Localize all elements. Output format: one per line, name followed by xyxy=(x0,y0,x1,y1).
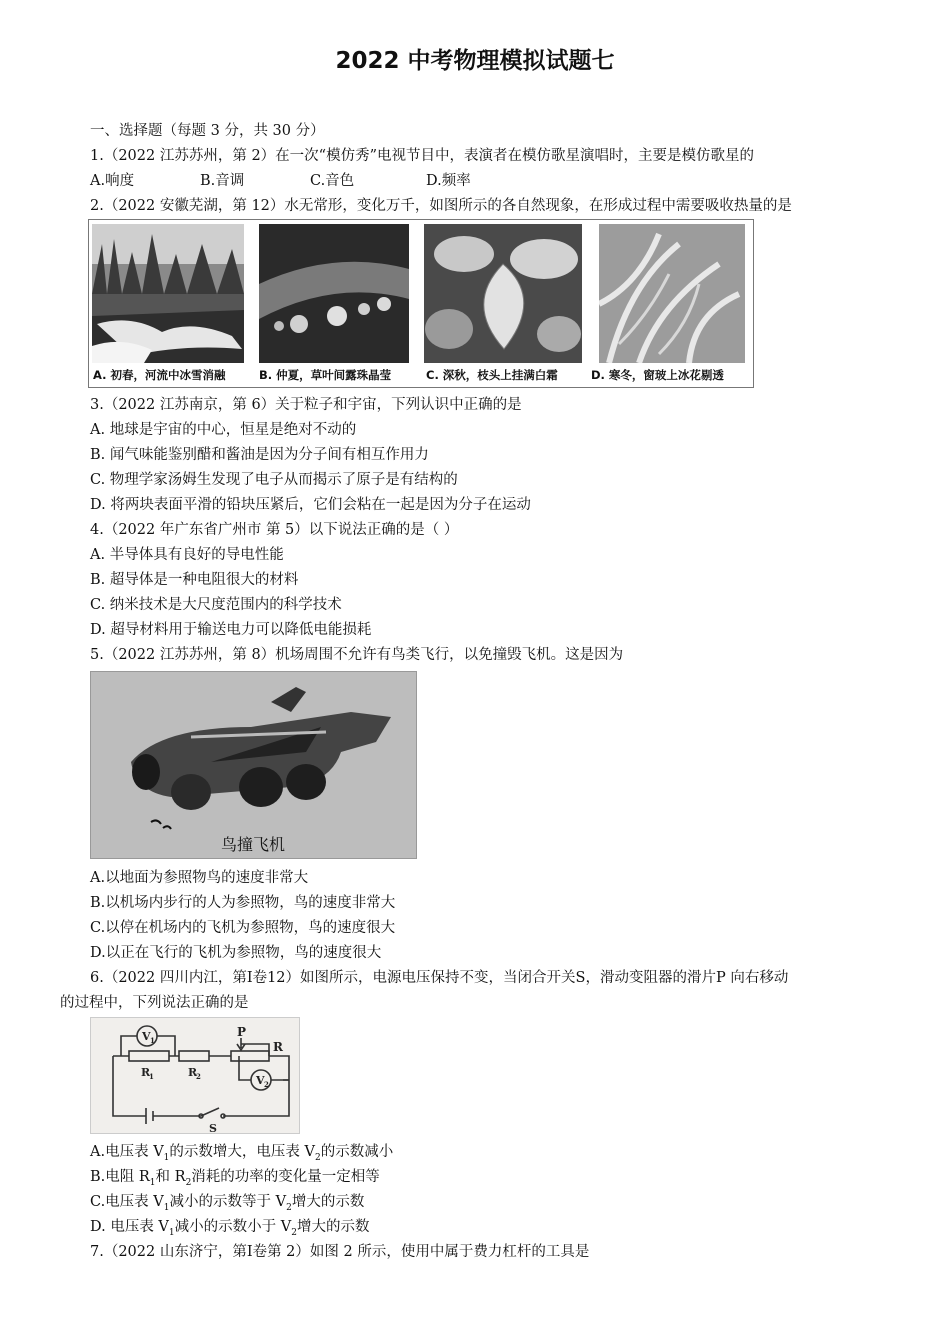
q4-option-a: A. 半导体具有良好的导电性能 xyxy=(90,547,284,563)
q1-option-d: D.频率 xyxy=(426,173,471,189)
q6-stem-line2: 的过程中，下列说法正确的是 xyxy=(60,995,249,1011)
q4-stem: 4.（2022 年广东省广州市 第 5）以下说法正确的是（ ） xyxy=(90,522,459,538)
q2-stem: 2.（2022 安徽芜湖，第 12）水无常形，变化万千，如图所示的各自然现象，在形成过程中需要吸收热量的是 xyxy=(90,198,792,214)
photo-frost-leaves xyxy=(424,224,582,363)
q4-option-d: D. 超导材料用于输送电力可以降低电能损耗 xyxy=(90,622,372,638)
photo-dew-drops xyxy=(259,224,409,363)
q2-caption-c: C. 深秋，枝头上挂满白霜 xyxy=(426,368,558,382)
q2-caption-d: D. 寒冬，窗玻上冰花剔透 xyxy=(591,368,724,382)
q5-option-a: A.以地面为参照物鸟的速度非常大 xyxy=(90,870,309,886)
photo-window-frost xyxy=(599,224,745,363)
circuit-label-p: P xyxy=(237,1025,247,1039)
circuit-label-r: R xyxy=(273,1040,283,1054)
q5-option-b: B.以机场内步行的人为参照物，鸟的速度非常大 xyxy=(90,895,396,911)
q3-option-b: B. 闻气味能鉴别醋和酱油是因为分子间有相互作用力 xyxy=(90,447,429,463)
q5-option-d: D.以正在飞行的飞机为参照物，鸟的速度很大 xyxy=(90,945,382,961)
circuit-diagram xyxy=(91,1018,299,1133)
circuit-label-v1-sub: 1 xyxy=(150,1036,155,1045)
q1-option-a: A.响度 xyxy=(90,173,135,189)
q5-option-c: C.以停在机场内的飞机为参照物，鸟的速度很大 xyxy=(90,920,396,936)
q6-circuit-figure xyxy=(90,1017,300,1134)
q6-option-d: D. 电压表 $V_1$减小的示数小于 $V_2$增大的示数 xyxy=(90,1219,370,1238)
q4-option-b: B. 超导体是一种电阻很大的材料 xyxy=(90,572,299,588)
q2-figure xyxy=(88,219,754,388)
section-heading: 一、选择题（每题 3 分，共 30 分） xyxy=(90,123,325,139)
q5-stem: 5.（2022 江苏苏州，第 8）机场周围不允许有鸟类飞行，以免撞毁飞机。这是因为 xyxy=(90,647,624,663)
q6-option-a: A.电压表 $V_1$的示数增大，电压表 $V_2$的示数减小 xyxy=(90,1144,394,1163)
circuit-label-v1: V xyxy=(142,1030,151,1043)
circuit-label-r1-sub: 1 xyxy=(149,1072,154,1081)
airplane-illustration xyxy=(91,672,416,858)
circuit-label-v2-sub: 2 xyxy=(264,1080,269,1089)
q6-stem-line1: 6.（2022 四川内江，第Ⅰ卷12）如图所示，电源电压保持不变，当闭合开关S，滑动变阻器的滑片P 向右移动 xyxy=(90,970,789,986)
q4-option-c: C. 纳米技术是大尺度范围内的科学技术 xyxy=(90,597,342,613)
q3-option-c: C. 物理学家汤姆生发现了电子从而揭示了原子是有结构的 xyxy=(90,472,458,488)
circuit-label-v2: V xyxy=(256,1074,265,1087)
q3-stem: 3.（2022 江苏南京，第 6）关于粒子和宇宙，下列认识中正确的是 xyxy=(90,397,522,413)
q2-caption-a: A. 初春，河流中冰雪消融 xyxy=(93,368,226,382)
q3-option-a: A. 地球是宇宙的中心，恒星是绝对不动的 xyxy=(90,422,357,438)
q1-option-c: C.音色 xyxy=(310,173,355,189)
q1-stem: 1.（2022 江苏苏州，第 2）在一次“模仿秀”电视节目中，表演者在模仿歌星演唱时，主要是模仿歌星的 xyxy=(90,148,755,164)
photo-ice-melting xyxy=(92,224,244,363)
q6-option-c: C.电压表 $V_1$减小的示数等于 $V_2$增大的示数 xyxy=(90,1194,365,1213)
circuit-label-s: S xyxy=(209,1122,217,1133)
q1-option-b: B.音调 xyxy=(200,173,245,189)
q3-option-d: D. 将两块表面平滑的铅块压紧后，它们会粘在一起是因为分子在运动 xyxy=(90,497,531,513)
q6-option-b: B.电阻 $R_1$和 $R_2$消耗的功率的变化量一定相等 xyxy=(90,1169,380,1188)
q1-options xyxy=(90,172,471,190)
q7-stem: 7.（2022 山东济宁，第Ⅰ卷第 2）如图 2 所示，使用中属于费力杠杆的工具是 xyxy=(90,1244,590,1260)
q5-figure-bird-strike xyxy=(90,671,417,859)
circuit-label-r1: R xyxy=(141,1066,151,1079)
circuit-label-r2: R xyxy=(188,1066,198,1079)
circuit-label-r2-sub: 2 xyxy=(196,1072,201,1081)
q5-figure-caption: 鸟撞飞机 xyxy=(220,835,286,854)
page-title: 2022 中考物理模拟试题七 xyxy=(335,48,615,74)
q2-caption-b: B. 仲夏，草叶间露珠晶莹 xyxy=(259,368,392,382)
